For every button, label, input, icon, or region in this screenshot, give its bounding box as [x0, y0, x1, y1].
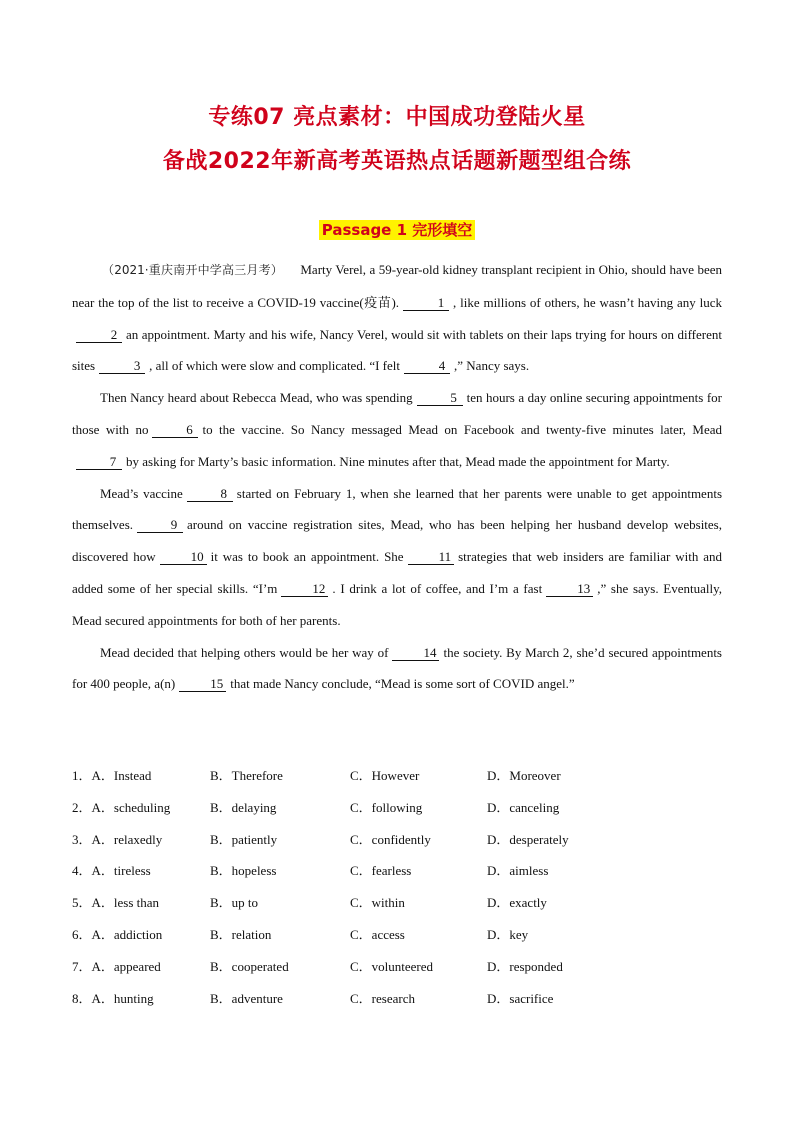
p3-text-7: ,” she says. Eventually, Mead secured appointments for both of her parents.	[72, 580, 723, 628]
p1-text-2: , like millions of others, he wasn’t having any luck	[453, 294, 722, 310]
option-2-b: B．delaying	[210, 799, 277, 815]
p3-text-3: around on vaccine registration sites, Mead, who has been helping her husband develop websites, discovered how	[72, 517, 722, 565]
p1-text-4: , all of which were slow and complicated. “I felt	[149, 358, 401, 374]
blank-1: 1	[403, 295, 449, 311]
p1-text-5: ,” Nancy says.	[454, 358, 530, 374]
p3-text-2: started on February 1, when she learned that her parents were unable to get appointments themselves.	[72, 485, 722, 533]
option-3-b: B．patiently	[210, 831, 278, 847]
passage-heading	[0, 219, 794, 240]
option-4-c: C．fearless	[350, 863, 412, 879]
blank-8: 8	[187, 486, 233, 502]
document-title-line-2: 备战2022年新高考英语热点话题新题型组合练	[162, 149, 632, 174]
option-7-d: D．responded	[487, 958, 563, 974]
option-3-a: 3．A．relaxedly	[72, 831, 163, 847]
p2-text-3: to the vaccine. So Nancy messaged Mead on Facebook and twenty-five minutes later, Mead	[202, 421, 722, 437]
option-2-d: D．canceling	[487, 799, 560, 815]
p2-text-1: Then Nancy heard about Rebecca Mead, who was spending	[100, 390, 413, 406]
option-5-c: C．within	[350, 895, 405, 911]
blank-10: 10	[160, 549, 207, 565]
paragraph-1	[72, 254, 722, 382]
passage-heading-label: Passage 1 完形填空	[319, 220, 475, 240]
option-6-b: B．relation	[210, 926, 272, 942]
blank-6: 6	[152, 422, 198, 438]
option-row-3	[72, 824, 722, 856]
blank-4: 4	[404, 358, 450, 374]
option-7-a: 7．A．appeared	[72, 958, 161, 974]
option-6-a: 6．A．addiction	[72, 926, 163, 942]
option-row-4	[72, 855, 722, 887]
option-7-c: C．volunteered	[350, 958, 434, 974]
p2-text-4: by asking for Marty’s basic information. Nine minutes after that, Mead made the appointment for Marty.	[126, 453, 670, 469]
p4-text-1: Mead decided that helping others would be her way of	[100, 644, 389, 660]
option-5-d: D．exactly	[487, 895, 547, 911]
option-5-a: 5．A．less than	[72, 895, 160, 911]
passage-body	[72, 254, 722, 700]
blank-5: 5	[417, 390, 463, 406]
p2-text-2: ten hours a day online securing appointments for those with no	[72, 390, 722, 437]
option-6-c: C．access	[350, 926, 405, 942]
blank-3: 3	[99, 358, 145, 374]
paragraph-3	[72, 478, 722, 637]
blank-12: 12	[281, 581, 328, 597]
option-6-d: D．key	[487, 926, 529, 942]
answer-options	[72, 760, 722, 1014]
p3-text-5: strategies that web insiders are familiar with and added some of her special skills. “I’m	[72, 549, 722, 596]
option-row-6	[72, 919, 722, 951]
option-row-8	[72, 983, 722, 1015]
blank-15: 15	[179, 676, 226, 692]
blank-11: 11	[408, 549, 455, 565]
blank-14: 14	[392, 645, 439, 661]
option-3-d: D．desperately	[487, 831, 569, 847]
option-row-2	[72, 792, 722, 824]
option-1-b: B．Therefore	[210, 768, 283, 783]
option-4-d: D．aimless	[487, 863, 549, 879]
option-8-d: D．sacrifice	[487, 990, 554, 1006]
option-row-7	[72, 951, 722, 983]
source-note: （2021·重庆南开中学高三月考）	[102, 263, 284, 277]
p4-text-3: that made Nancy conclude, “Mead is some sort of COVID angel.”	[230, 676, 575, 692]
option-1-c: C．However	[350, 768, 420, 783]
option-8-c: C．research	[350, 990, 415, 1006]
blank-9: 9	[137, 517, 183, 533]
option-1-d: D．Moreover	[487, 768, 561, 783]
p3-text-6: . I drink a lot of coffee, and I’m a fast	[332, 580, 543, 596]
blank-7: 7	[76, 454, 122, 470]
option-7-b: B．cooperated	[210, 958, 289, 974]
option-2-a: 2．A．scheduling	[72, 799, 171, 815]
option-1-a: 1．A．Instead	[72, 768, 152, 783]
option-row-5	[72, 887, 722, 919]
option-4-b: B．hopeless	[210, 863, 277, 879]
paragraph-2	[72, 382, 722, 477]
blank-13: 13	[546, 581, 593, 597]
blank-2: 2	[76, 327, 122, 343]
option-row-1	[72, 760, 722, 792]
option-5-b: B．up to	[210, 895, 259, 911]
paragraph-4	[72, 637, 722, 701]
option-2-c: C．following	[350, 799, 423, 815]
option-8-b: B．adventure	[210, 990, 283, 1006]
p4-text-2: the society. By March 2, she’d secured appointments for 400 people, a(n)	[72, 644, 722, 692]
p1-text-3: an appointment. Marty and his wife, Nancy Verel, would sit with tablets on their laps trying for hours on different sites	[72, 326, 722, 374]
option-4-a: 4．A．tireless	[72, 863, 151, 879]
p3-text-4: it was to book an appointment. She	[210, 549, 404, 565]
option-8-a: 8．A．hunting	[72, 990, 154, 1006]
document-title-line-1: 专练07 亮点素材：中国成功登陆火星	[208, 105, 586, 130]
p1-text-1: Marty Verel, a 59-year-old kidney transplant recipient in Ohio, should have been near the top of the list to receive a COVID-19 vaccine(疫苗).	[72, 262, 722, 310]
p3-text-1: Mead’s vaccine	[100, 485, 183, 501]
option-3-c: C．confidently	[350, 831, 431, 847]
